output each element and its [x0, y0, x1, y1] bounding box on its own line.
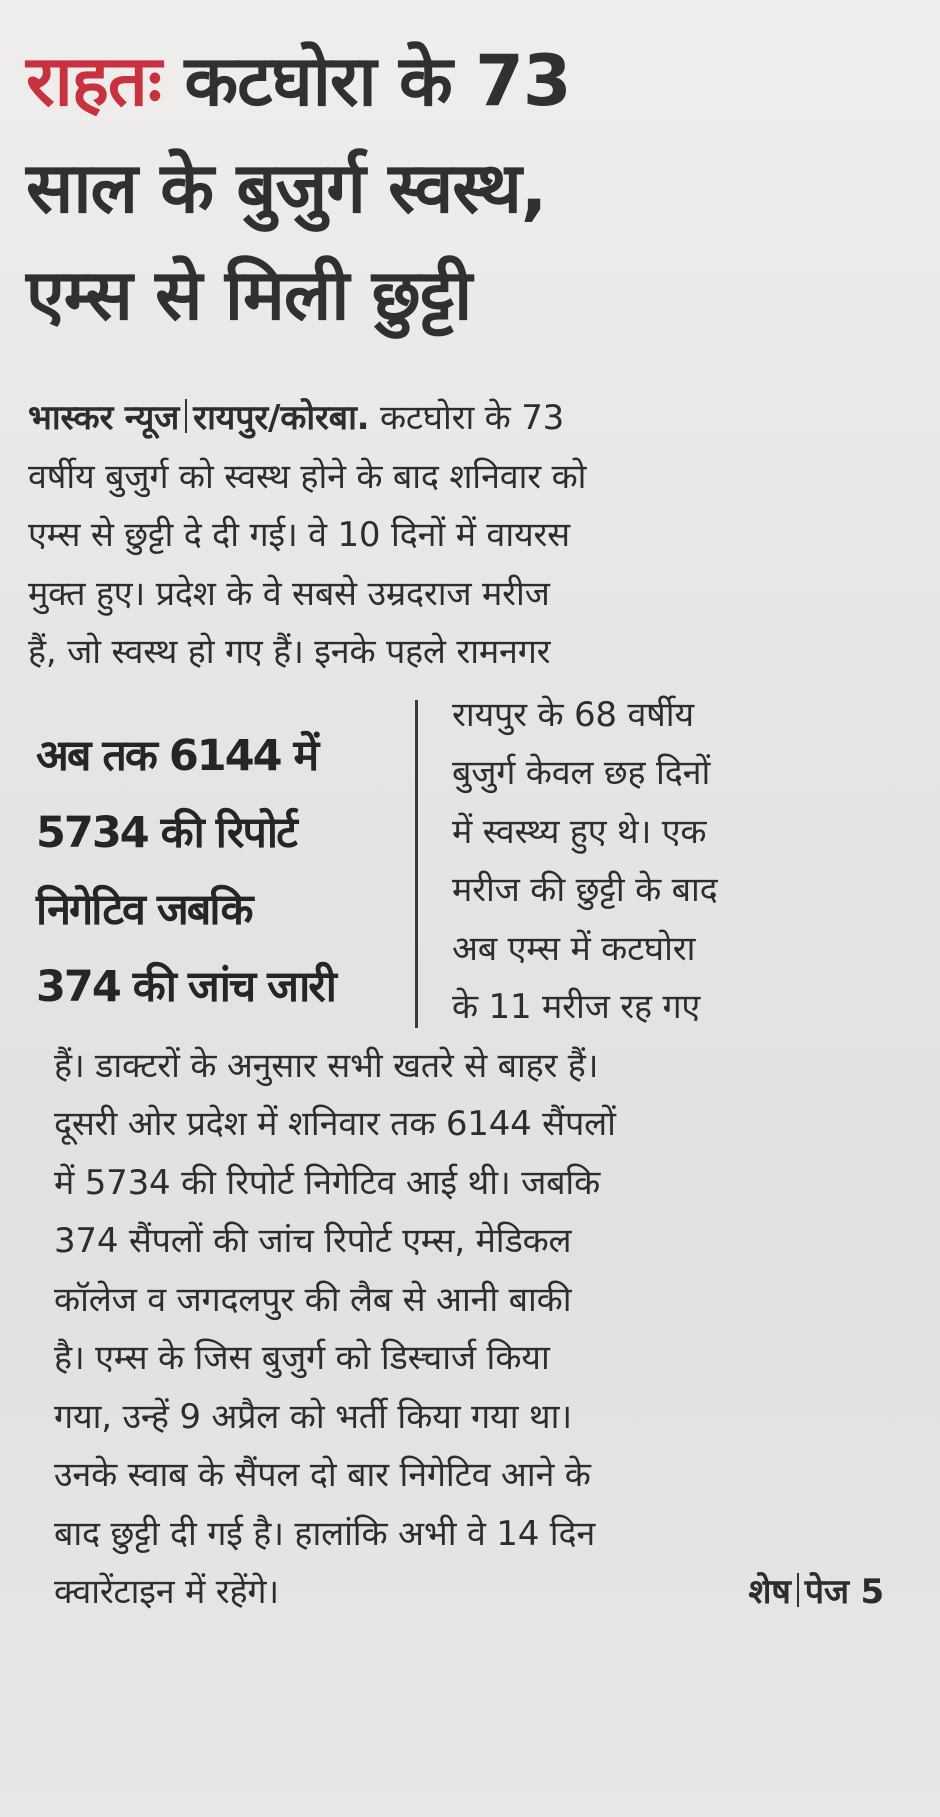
intro-text-1: कटघोरा के 73	[380, 398, 565, 438]
paragraph-last-line: क्वारेंटाइन में रहेंगे।	[54, 1572, 279, 1612]
pull-quote-line-3: निगेटिव जबकि	[36, 884, 252, 935]
continued-separator	[797, 1573, 799, 1607]
paragraph-line: गया, उन्हें 9 अप्रैल को भर्ती किया गया था।	[54, 1396, 572, 1437]
pull-quote-line-4: 374 की जांच जारी	[36, 961, 335, 1012]
continued-page: पेज 5	[804, 1572, 884, 1612]
headline-line-3: एम्स से मिली छुट्टी	[26, 254, 472, 336]
article-footer	[54, 1563, 890, 1622]
continued-label: शेष	[748, 1572, 791, 1612]
pull-quote	[22, 700, 418, 1028]
right-column-line: बुजुर्ग केवल छह दिनों	[452, 753, 711, 793]
paragraph-line: दूसरी ओर प्रदेश में शनिवार तक 6144 सैंपलों	[54, 1104, 616, 1144]
byline-source: भास्कर न्यूज	[28, 398, 180, 438]
right-column-line: में स्वस्थ्य हुए थे। एक	[452, 811, 707, 852]
intro-line-4: मुक्त हुए। प्रदेश के वे सबसे उम्रदराज मरीज	[28, 573, 550, 614]
paragraph-line: 374 सैंपलों की जांच रिपोर्ट एम्स, मेडिकल	[54, 1221, 572, 1261]
right-column	[452, 686, 890, 1037]
pull-quote-line-1: अब तक 6144 में	[36, 730, 318, 781]
byline-place: रायपुर/कोरबा.	[193, 398, 370, 438]
paragraph-line: में 5734 की रिपोर्ट निगेटिव आई थी। जबकि	[54, 1162, 601, 1203]
split-section	[22, 686, 890, 1037]
intro-line-2: वर्षीय बुजुर्ग को स्वस्थ होने के बाद शनिवार को	[28, 456, 587, 497]
paragraph-line: कॉलेज व जगदलपुर की लैब से आनी बाकी	[54, 1279, 572, 1320]
right-column-line: के 11 मरीज रह गए	[452, 987, 700, 1027]
continued-marker	[748, 1563, 890, 1622]
intro-line-1	[28, 389, 890, 448]
intro-line-5: हैं, जो स्वस्थ हो गए हैं। इनके पहले रामनगर	[28, 632, 551, 672]
paragraph-line: बाद छुट्टी दी गई है। हालांकि अभी वे 14 दिन	[54, 1513, 596, 1554]
headline-kicker: राहतः	[26, 40, 161, 122]
headline-line-1	[26, 28, 890, 135]
paragraph-line: उनके स्वाब के सैंपल दो बार निगेटिव आने के	[54, 1455, 591, 1495]
headline	[26, 28, 890, 349]
intro-line-3: एम्स से छुट्टी दे दी गई। वे 10 दिनों में वायरस	[28, 515, 570, 555]
main-paragraph	[22, 1037, 890, 1622]
pull-quote-line-2: 5734 की रिपोर्ट	[36, 807, 296, 858]
paragraph-line: हैं। डाक्टरों के अनुसार सभी खतरे से बाहर हैं।	[54, 1045, 599, 1086]
paragraph-line: है। एम्स के जिस बुजुर्ग को डिस्चार्ज किया	[54, 1338, 550, 1378]
byline-separator	[185, 399, 187, 433]
right-column-line: रायपुर के 68 वर्षीय	[452, 694, 694, 735]
right-column-line: अब एम्स में कटघोरा	[452, 928, 696, 969]
headline-text-1: कटघोरा के 73	[184, 40, 571, 122]
right-column-line: मरीज की छुट्टी के बाद	[452, 870, 718, 910]
headline-line-2: साल के बुजुर्ग स्वस्थ,	[26, 147, 547, 229]
intro-paragraph	[22, 389, 890, 682]
